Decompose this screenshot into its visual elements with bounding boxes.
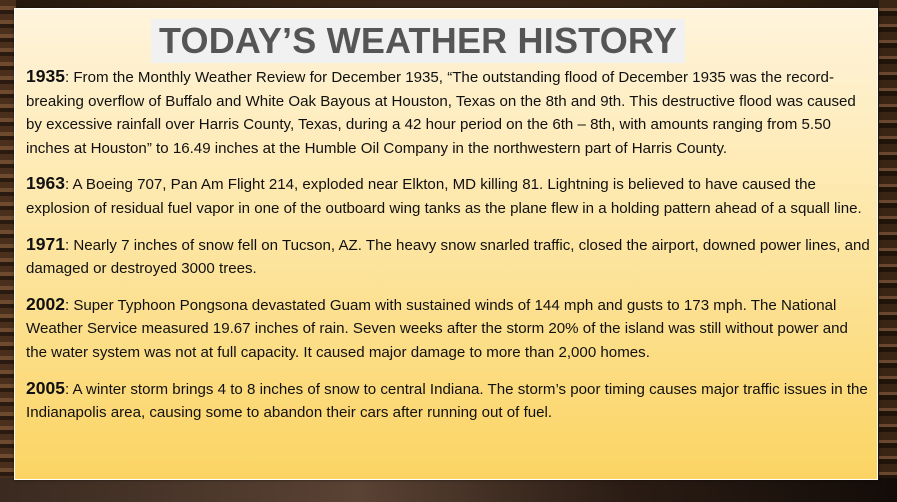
entry-year: 1971 — [26, 233, 65, 254]
entry-text: : Nearly 7 inches of snow fell on Tucson, AZ. The heavy snow snarled traffic, closed the airport, downed power lines, and damaged or destroyed 3000 trees. — [26, 236, 870, 278]
entry-text: : From the Monthly Weather Review for December 1935, “The outstanding flood of December 1935 was the record-breaking overflow of Buffalo and White Oak Bayous at Houston, Texas on the 8th and 9th. This destructive flood was caused by excessive rainfall over Harris County, Texas, during a 42 hour period on the 6th – 8th, with amounts ranging from 5.50 inches at Houston” to 16.49 inches at the Humble Oil Company in the northwestern part of Harris County. — [26, 69, 856, 157]
history-entries — [26, 65, 872, 437]
weather-history-panel — [14, 8, 878, 480]
history-entry-1935 — [26, 65, 872, 160]
entry-text: : Super Typhoon Pongsona devastated Guam with sustained winds of 144 mph and gusts to 173 mph. The National Weather Service measured 19.67 inches of rain. Seven weeks after the storm 20% of the island was still without power and the water system was not at full capacity. It caused major damage to more than 2,000 homes. — [26, 296, 848, 361]
entry-year: 2005 — [26, 377, 65, 398]
background-bookshelf-right — [879, 0, 897, 502]
entry-year: 1935 — [26, 66, 65, 86]
entry-year: 2002 — [26, 293, 65, 314]
history-entry-2002 — [26, 293, 872, 365]
history-entry-1971 — [26, 233, 872, 281]
entry-text: : A winter storm brings 4 to 8 inches of snow to central Indiana. The storm’s poor timing causes major traffic issues in the Indianapolis area, causing some to abandon their cars after running out of fuel. — [26, 380, 868, 422]
background-rug — [0, 478, 897, 502]
page-title: TODAY’S WEATHER HISTORY — [151, 19, 685, 63]
history-entry-2005 — [26, 377, 872, 425]
entry-text: : A Boeing 707, Pan Am Flight 214, exploded near Elkton, MD killing 81. Lightning is believed to have caused the explosion of residual fuel vapor in one of the outboard wing tanks as the plane flew in a holding pattern ahead of a squall line. — [26, 176, 862, 217]
entry-year: 1963 — [26, 173, 65, 194]
history-entry-1963 — [26, 172, 872, 220]
